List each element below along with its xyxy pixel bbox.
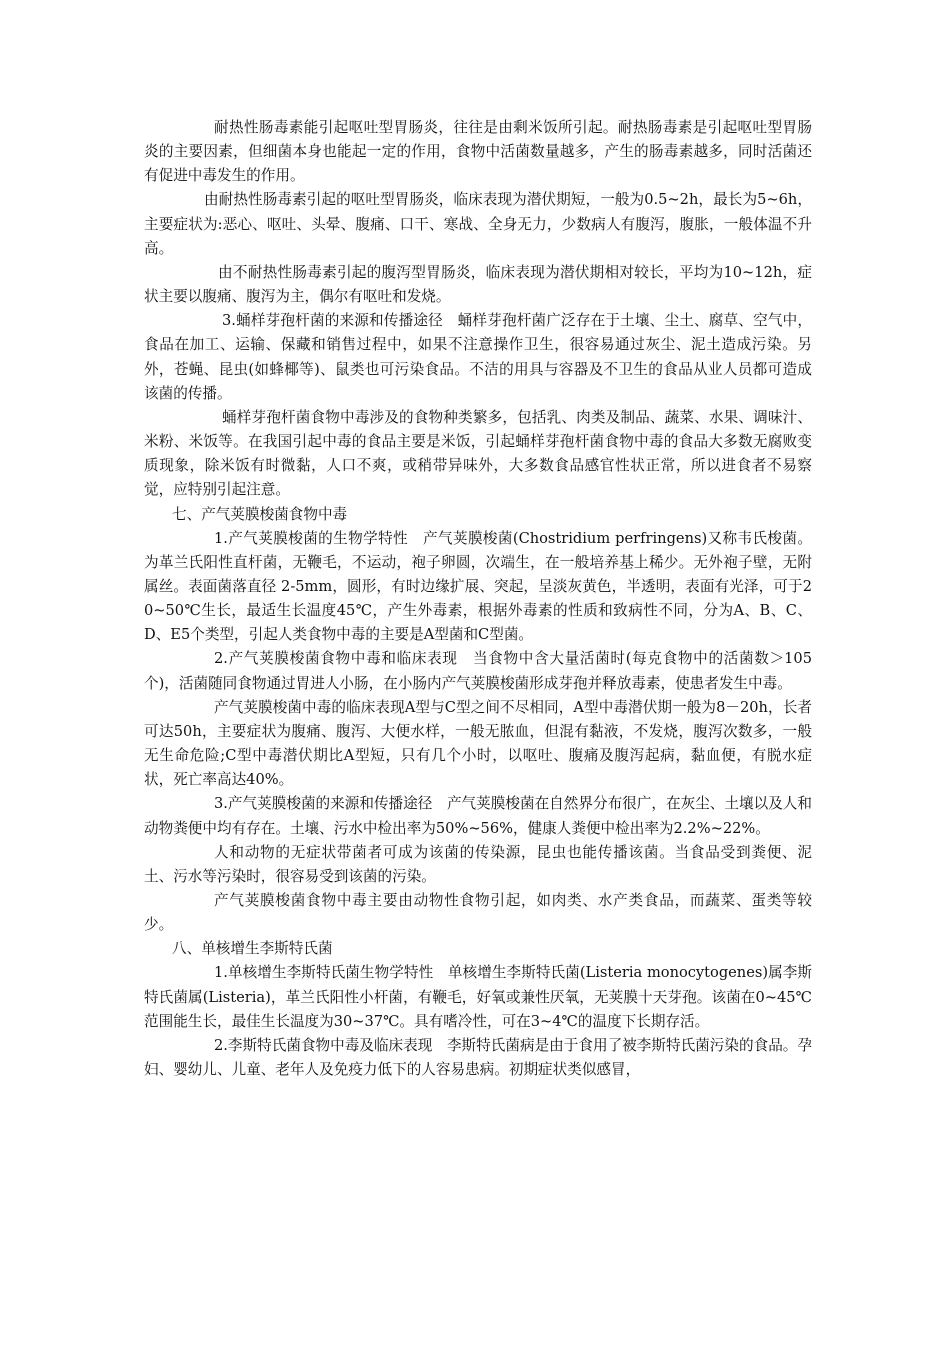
paragraph-clostridium-sources: 3.产气荚膜梭菌的来源和传播途径 产气荚膜梭菌在自然界分布很广，在灰尘、土壤以及人和动物粪便中均有存在。土壤、污水中检出率为50%~56%，健康人粪便中检出率为2.2%~22%。 xyxy=(144,795,812,837)
paragraph-bacillus-sources: 3.蛹样芽孢杆菌的来源和传播途径 蛹样芽孢杆菌广泛存在于土壤、尘土、腐草、空气中，食品在加工、运输、保藏和销售过程中，如果不注意操作卫生，很容易通过灰尘、泥土造成污染。另外，苍蝇、昆虫(如蜂椰等)、鼠类也可污染食品。不洁的用具与容器及不卫生的食品从业人员都可造成该菌的传播。 xyxy=(144,312,812,402)
paragraph-listeria-clinical: 2.李斯特氏菌食物中毒及临床表现 李斯特氏菌病是由于食用了被李斯特氏菌污染的食品。孕妇、婴幼儿、儿童、老年人及免疫力低下的人容易患病。初期症状类似感冒， xyxy=(144,1036,812,1079)
section-heading-listeria: 八、单核增生李斯特氏菌 xyxy=(172,940,333,958)
paragraph-clostridium-foods: 产气荚膜梭菌食物中毒主要由动物性食物引起，如肉类、水产类食品，而蔬菜、蛋类等较少。 xyxy=(144,892,812,934)
paragraph-bacillus-foods: 蛹样芽孢杆菌食物中毒涉及的食物种类繁多，包括乳、肉类及制品、蔬菜、水果、调味汁、米粉、米饭等。在我国引起中毒的食品主要是米饭，引起蛹样芽孢杆菌食物中毒的食品大多数无腐败变质现象，除米饭有时微黏，人口不爽，或稍带异味外，大多数食品感官性状正常，所以进食者不易察觉，应特别引起注意。 xyxy=(144,408,812,499)
paragraph-emetic-toxin: 耐热性肠毒素能引起呕吐型胃肠炎，往往是由剩米饭所引起。耐热肠毒素是引起呕吐型胃肠炎的主要因素，但细菌本身也能起一定的作用，食物中活菌数量越多，产生的肠毒素越多，同时活菌还有促进中毒发生的作用。 xyxy=(144,119,812,185)
paragraph-clostridium-poisoning: 2.产气荚膜梭菌食物中毒和临床表现 当食物中含大量活菌时(每克食物中的活菌数＞105个)，活菌随同食物通过胃进人小肠，在小肠内产气荚膜梭菌形成芽孢并释放毒素，使患者发生中毒。 xyxy=(144,650,812,692)
paragraph-clostridium-biology: 1.产气荚膜梭菌的生物学特性 产气荚膜梭菌(Chostridium perfringens)又称韦氏梭菌。为革兰氏阳性直杆菌，无鞭毛，不运动，袍子卵圆，次端生，在一般培养基上稀少。无外袍子壁，无附属丝。表面菌落直径 2-5mm，圆形，有时边缘扩展、突起，呈淡灰黄色，半透明，表面有光泽，可于20~50℃生长，最适生长温度45℃，产生外毒素，根据外毒素的性质和致病性不同，分为A、B、C、D、E5个类型，引起人类食物中毒的主要是A型菌和C型菌。 xyxy=(144,529,812,644)
paragraph-emetic-symptoms: 由耐热性肠毒素引起的呕吐型胃肠炎，临床表现为潜伏期短，一般为0.5~2h，最长为5~6h，主要症状为:恶心、呕吐、头晕、腹痛、口干、寒战、全身无力，少数病人有腹泻，腹胀，一般体温不升高。 xyxy=(144,191,812,257)
section-heading-clostridium: 七、产气荚膜梭菌食物中毒 xyxy=(172,505,348,523)
paragraph-diarrheal-symptoms: 由不耐热性肠毒素引起的腹泻型胃肠炎，临床表现为潜伏期相对较长，平均为10~12h，症状主要以腹痛、腹泻为主，偶尔有呕吐和发烧。 xyxy=(144,263,812,306)
paragraph-listeria-biology: 1.单核增生李斯特氏菌生物学特性 单核增生李斯特氏菌(Listeria monocytogenes)属李斯特氏菌属(Listeria)，革兰氏阳性小杆菌，有鞭毛，好氧或兼性厌氧，无荚膜十天芽孢。该菌在0~45℃范围能生长，最佳生长温度为30~37℃。具有嗜冷性，可在3~4℃的温度下长期存活。 xyxy=(144,964,812,1030)
paragraph-clostridium-carriers: 人和动物的无症状带菌者可成为该菌的传染源，昆虫也能传播该菌。当食品受到粪便、泥土、污水等污染时，很容易受到该菌的污染。 xyxy=(144,843,812,885)
paragraph-clostridium-clinical: 产气荚膜梭菌中毒的临床表现A型与C型之间不尽相同，A型中毒潜伏期一般为8－20h，长者可达50h，主要症状为腹痛、腹泻、大便水样，一般无脓血，但混有黏液，不发烧，腹泻次数多，一般无生命危险;C型中毒潜伏期比A型短，只有几个小时，以呕吐、腹痛及腹泻起病，黏血便，有脱水症状，死亡率高达40%。 xyxy=(144,698,812,789)
document-page xyxy=(144,116,812,1082)
